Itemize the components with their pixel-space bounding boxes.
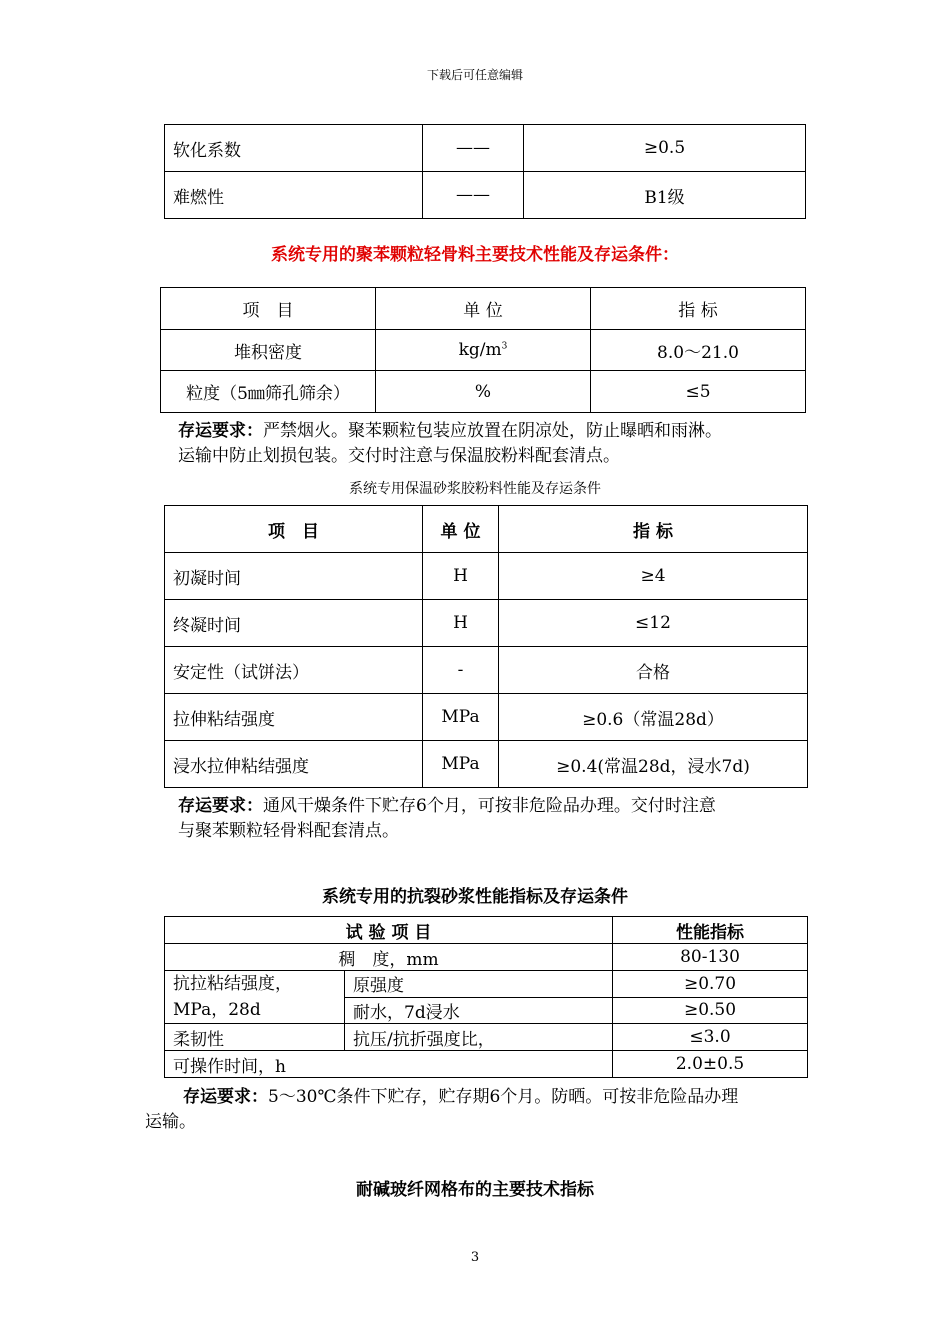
unit-superscript: 3 xyxy=(501,341,508,352)
table-row xyxy=(165,1024,808,1051)
storage-requirement-1 xyxy=(178,419,818,469)
table-cell: 软化系数 xyxy=(165,125,423,172)
table-header-row xyxy=(165,506,808,553)
polystyrene-table xyxy=(160,287,806,413)
table-cell: 耐水，7d浸水 xyxy=(345,997,613,1024)
cell-line: MPa，28d xyxy=(173,1000,261,1020)
table-cell: 抗压/抗折强度比， xyxy=(345,1024,613,1051)
anti-crack-mortar-table xyxy=(164,916,808,1078)
table-header-cell: 项 目 xyxy=(165,506,423,553)
table-cell: ≥0.70 xyxy=(613,971,808,998)
table-header-row xyxy=(165,917,808,944)
table-cell: 2.0±0.5 xyxy=(613,1051,808,1078)
table-cell: ≤5 xyxy=(591,371,806,413)
table-row xyxy=(165,944,808,971)
table-row xyxy=(165,1051,808,1078)
table-row xyxy=(165,647,808,694)
page-number: 3 xyxy=(470,1250,480,1265)
table-cell: 柔韧性 xyxy=(165,1024,345,1051)
table-cell: 安定性（试饼法） xyxy=(165,647,423,694)
table-cell: - xyxy=(423,647,499,694)
table-cell: 堆积密度 xyxy=(161,330,376,371)
table-header-row xyxy=(161,288,806,330)
table-cell: 粒度（5㎜筛孔筛余） xyxy=(161,371,376,413)
req-label: 存运要求： xyxy=(178,796,263,816)
table-cell: ≤3.0 xyxy=(613,1024,808,1051)
table-cell xyxy=(376,330,591,371)
table-caption: 系统专用保温砂浆胶粉料性能及存运条件 xyxy=(349,481,601,497)
mortar-powder-table xyxy=(164,505,808,788)
req-text: 严禁烟火。聚苯颗粒包装应放置在阴凉处，防止曝晒和雨淋。 xyxy=(263,421,722,441)
table-header-cell: 单 位 xyxy=(376,288,591,330)
table-row xyxy=(165,553,808,600)
table-header-cell: 试 验 项 目 xyxy=(165,917,613,944)
table-header-cell: 性能指标 xyxy=(613,917,808,944)
table-cell: 原强度 xyxy=(345,971,613,998)
table-cell: H xyxy=(423,600,499,647)
table-row xyxy=(165,694,808,741)
table-cell: 80-130 xyxy=(613,944,808,971)
table-row xyxy=(165,125,806,172)
table-cell: ≥0.50 xyxy=(613,997,808,1024)
table-cell xyxy=(165,971,345,1024)
table-header-cell: 项 目 xyxy=(161,288,376,330)
req-text: 通风干燥条件下贮存6个月，可按非危险品办理。交付时注意 xyxy=(263,796,716,816)
table-cell: ≥0.4(常温28d，浸水7d) xyxy=(499,741,808,788)
table-row xyxy=(161,371,806,413)
section-title: 系统专用的抗裂砂浆性能指标及存运条件 xyxy=(322,887,628,907)
table-cell: 8.0～21.0 xyxy=(591,330,806,371)
table-continued xyxy=(164,124,806,219)
table-cell: 初凝时间 xyxy=(165,553,423,600)
table-cell: —— xyxy=(423,125,524,172)
table-row xyxy=(165,172,806,219)
table-cell: 稠 度，mm xyxy=(165,944,613,971)
table-cell: 可操作时间，h xyxy=(165,1051,613,1078)
table-cell: ≥0.6（常温28d） xyxy=(499,694,808,741)
table-cell: B1级 xyxy=(524,172,806,219)
table-row xyxy=(165,600,808,647)
table-cell: 终凝时间 xyxy=(165,600,423,647)
table-row xyxy=(165,741,808,788)
section-title: 耐碱玻纤网格布的主要技术指标 xyxy=(356,1180,594,1200)
table-cell: ≥4 xyxy=(499,553,808,600)
table-cell: MPa xyxy=(423,694,499,741)
table-cell: MPa xyxy=(423,741,499,788)
req-text: 5～30℃条件下贮存，贮存期6个月。防晒。可按非危险品办理 xyxy=(268,1087,739,1107)
table-cell: —— xyxy=(423,172,524,219)
page-header: 下载后可任意编辑 xyxy=(426,68,523,82)
section-title-red: 系统专用的聚苯颗粒轻骨料主要技术性能及存运条件： xyxy=(271,245,679,265)
req-text: 运输。 xyxy=(145,1112,196,1132)
req-label: 存运要求： xyxy=(178,421,263,441)
table-cell: 合格 xyxy=(499,647,808,694)
unit-text: kg/m xyxy=(458,340,502,360)
storage-requirement-2 xyxy=(178,794,818,844)
table-header-cell: 指 标 xyxy=(591,288,806,330)
storage-requirement-3 xyxy=(145,1085,815,1135)
req-text: 与聚苯颗粒轻骨料配套清点。 xyxy=(178,821,399,841)
req-label: 存运要求： xyxy=(183,1087,268,1107)
table-cell: % xyxy=(376,371,591,413)
table-cell: 难燃性 xyxy=(165,172,423,219)
table-row xyxy=(165,971,808,998)
table-cell: 浸水拉伸粘结强度 xyxy=(165,741,423,788)
table-cell: ≤12 xyxy=(499,600,808,647)
req-text: 运输中防止划损包装。交付时注意与保温胶粉料配套清点。 xyxy=(178,446,620,466)
table-cell: ≥0.5 xyxy=(524,125,806,172)
table-header-cell: 单 位 xyxy=(423,506,499,553)
table-row xyxy=(161,330,806,371)
table-cell: H xyxy=(423,553,499,600)
table-cell: 拉伸粘结强度 xyxy=(165,694,423,741)
table-header-cell: 指 标 xyxy=(499,506,808,553)
cell-line: 抗拉粘结强度， xyxy=(173,974,292,994)
